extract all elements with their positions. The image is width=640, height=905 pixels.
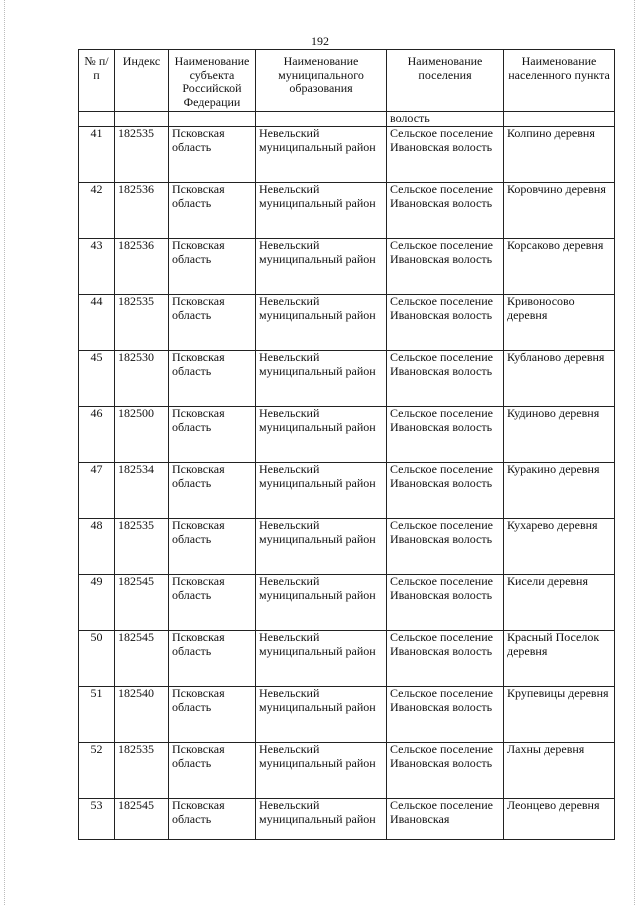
cell-municipality: Невельский муниципальный район — [256, 519, 387, 575]
cell-index: 182536 — [115, 183, 169, 239]
cell-index: 182535 — [115, 295, 169, 351]
cell-settlement: Сельское поселение Ивановская волость — [387, 407, 504, 463]
column-header-municipality: Наименование муниципального образования — [256, 50, 387, 112]
cell-subject: Псковская область — [169, 407, 256, 463]
cell-municipality — [256, 112, 387, 127]
continuation-row — [79, 112, 615, 127]
cell-number: 51 — [79, 687, 115, 743]
cell-number: 45 — [79, 351, 115, 407]
cell-subject: Псковская область — [169, 295, 256, 351]
cell-index: 182535 — [115, 127, 169, 183]
cell-subject: Псковская область — [169, 351, 256, 407]
cell-subject: Псковская область — [169, 687, 256, 743]
cell-settlement: Сельское поселение Ивановская волость — [387, 743, 504, 799]
column-header-locality: Наименование населенного пункта — [504, 50, 615, 112]
cell-settlement: Сельское поселение Ивановская волость — [387, 295, 504, 351]
cell-number: 49 — [79, 575, 115, 631]
cell-municipality: Невельский муниципальный район — [256, 183, 387, 239]
cell-settlement: Сельское поселение Ивановская волость — [387, 127, 504, 183]
cell-municipality: Невельский муниципальный район — [256, 407, 387, 463]
cell-locality: Кубланово деревня — [504, 351, 615, 407]
scan-edge-right — [634, 0, 636, 905]
table-row — [79, 687, 615, 743]
cell-number: 50 — [79, 631, 115, 687]
cell-settlement: волость — [387, 112, 504, 127]
cell-municipality: Невельский муниципальный район — [256, 351, 387, 407]
cell-subject — [169, 112, 256, 127]
table-header-row — [79, 50, 615, 112]
cell-number: 53 — [79, 799, 115, 840]
cell-settlement: Сельское поселение Ивановская волость — [387, 239, 504, 295]
cell-index: 182540 — [115, 687, 169, 743]
cell-locality: Леонцево деревня — [504, 799, 615, 840]
column-header-settlement: Наименование поселения — [387, 50, 504, 112]
cell-index: 182536 — [115, 239, 169, 295]
cell-locality: Крупевицы деревня — [504, 687, 615, 743]
cell-settlement: Сельское поселение Ивановская волость — [387, 575, 504, 631]
cell-municipality: Невельский муниципальный район — [256, 127, 387, 183]
cell-index: 182535 — [115, 519, 169, 575]
cell-municipality: Невельский муниципальный район — [256, 687, 387, 743]
cell-number: 42 — [79, 183, 115, 239]
cell-subject: Псковская область — [169, 799, 256, 840]
cell-locality: Красный Поселок деревня — [504, 631, 615, 687]
cell-locality: Кисели деревня — [504, 575, 615, 631]
cell-locality: Корсаково деревня — [504, 239, 615, 295]
cell-municipality: Невельский муниципальный район — [256, 463, 387, 519]
cell-locality: Лахны деревня — [504, 743, 615, 799]
table-row — [79, 631, 615, 687]
table-row — [79, 743, 615, 799]
cell-municipality: Невельский муниципальный район — [256, 743, 387, 799]
cell-municipality: Невельский муниципальный район — [256, 799, 387, 840]
cell-settlement: Сельское поселение Ивановская — [387, 799, 504, 840]
table-row — [79, 519, 615, 575]
cell-locality: Куракино деревня — [504, 463, 615, 519]
cell-locality: Коровчино деревня — [504, 183, 615, 239]
cell-municipality: Невельский муниципальный район — [256, 575, 387, 631]
table-row — [79, 463, 615, 519]
cell-municipality: Невельский муниципальный район — [256, 295, 387, 351]
cell-locality: Кривоносово деревня — [504, 295, 615, 351]
cell-number: 48 — [79, 519, 115, 575]
cell-subject: Псковская область — [169, 519, 256, 575]
cell-subject: Псковская область — [169, 183, 256, 239]
column-header-subject: Наименование субъекта Российской Федерации — [169, 50, 256, 112]
table-row — [79, 575, 615, 631]
cell-index: 182545 — [115, 631, 169, 687]
cell-subject: Псковская область — [169, 239, 256, 295]
cell-index: 182500 — [115, 407, 169, 463]
table-row — [79, 407, 615, 463]
table-row — [79, 183, 615, 239]
cell-subject: Псковская область — [169, 631, 256, 687]
cell-index: 182545 — [115, 799, 169, 840]
cell-index: 182530 — [115, 351, 169, 407]
cell-locality — [504, 112, 615, 127]
cell-settlement: Сельское поселение Ивановская волость — [387, 519, 504, 575]
cell-locality: Кудиново деревня — [504, 407, 615, 463]
table-row — [79, 127, 615, 183]
cell-number: 47 — [79, 463, 115, 519]
cell-municipality: Невельский муниципальный район — [256, 631, 387, 687]
column-header-number: № п/п — [79, 50, 115, 112]
cell-index — [115, 112, 169, 127]
table-row — [79, 295, 615, 351]
cell-number: 44 — [79, 295, 115, 351]
table-row — [79, 239, 615, 295]
column-header-index: Индекс — [115, 50, 169, 112]
cell-settlement: Сельское поселение Ивановская волость — [387, 631, 504, 687]
cell-number: 43 — [79, 239, 115, 295]
cell-number: 41 — [79, 127, 115, 183]
locality-registry-table — [78, 49, 615, 840]
page-number: 192 — [311, 34, 329, 48]
cell-number: 52 — [79, 743, 115, 799]
cell-locality: Кухарево деревня — [504, 519, 615, 575]
scan-edge-left — [4, 0, 6, 905]
cell-index: 182545 — [115, 575, 169, 631]
cell-municipality: Невельский муниципальный район — [256, 239, 387, 295]
cell-index: 182534 — [115, 463, 169, 519]
cell-number: 46 — [79, 407, 115, 463]
table-row — [79, 799, 615, 840]
cell-number — [79, 112, 115, 127]
cell-subject: Псковская область — [169, 463, 256, 519]
cell-subject: Псковская область — [169, 575, 256, 631]
cell-locality: Колпино деревня — [504, 127, 615, 183]
cell-index: 182535 — [115, 743, 169, 799]
cell-subject: Псковская область — [169, 127, 256, 183]
cell-subject: Псковская область — [169, 743, 256, 799]
table-row — [79, 351, 615, 407]
cell-settlement: Сельское поселение Ивановская волость — [387, 463, 504, 519]
cell-settlement: Сельское поселение Ивановская волость — [387, 687, 504, 743]
cell-settlement: Сельское поселение Ивановская волость — [387, 183, 504, 239]
cell-settlement: Сельское поселение Ивановская волость — [387, 351, 504, 407]
